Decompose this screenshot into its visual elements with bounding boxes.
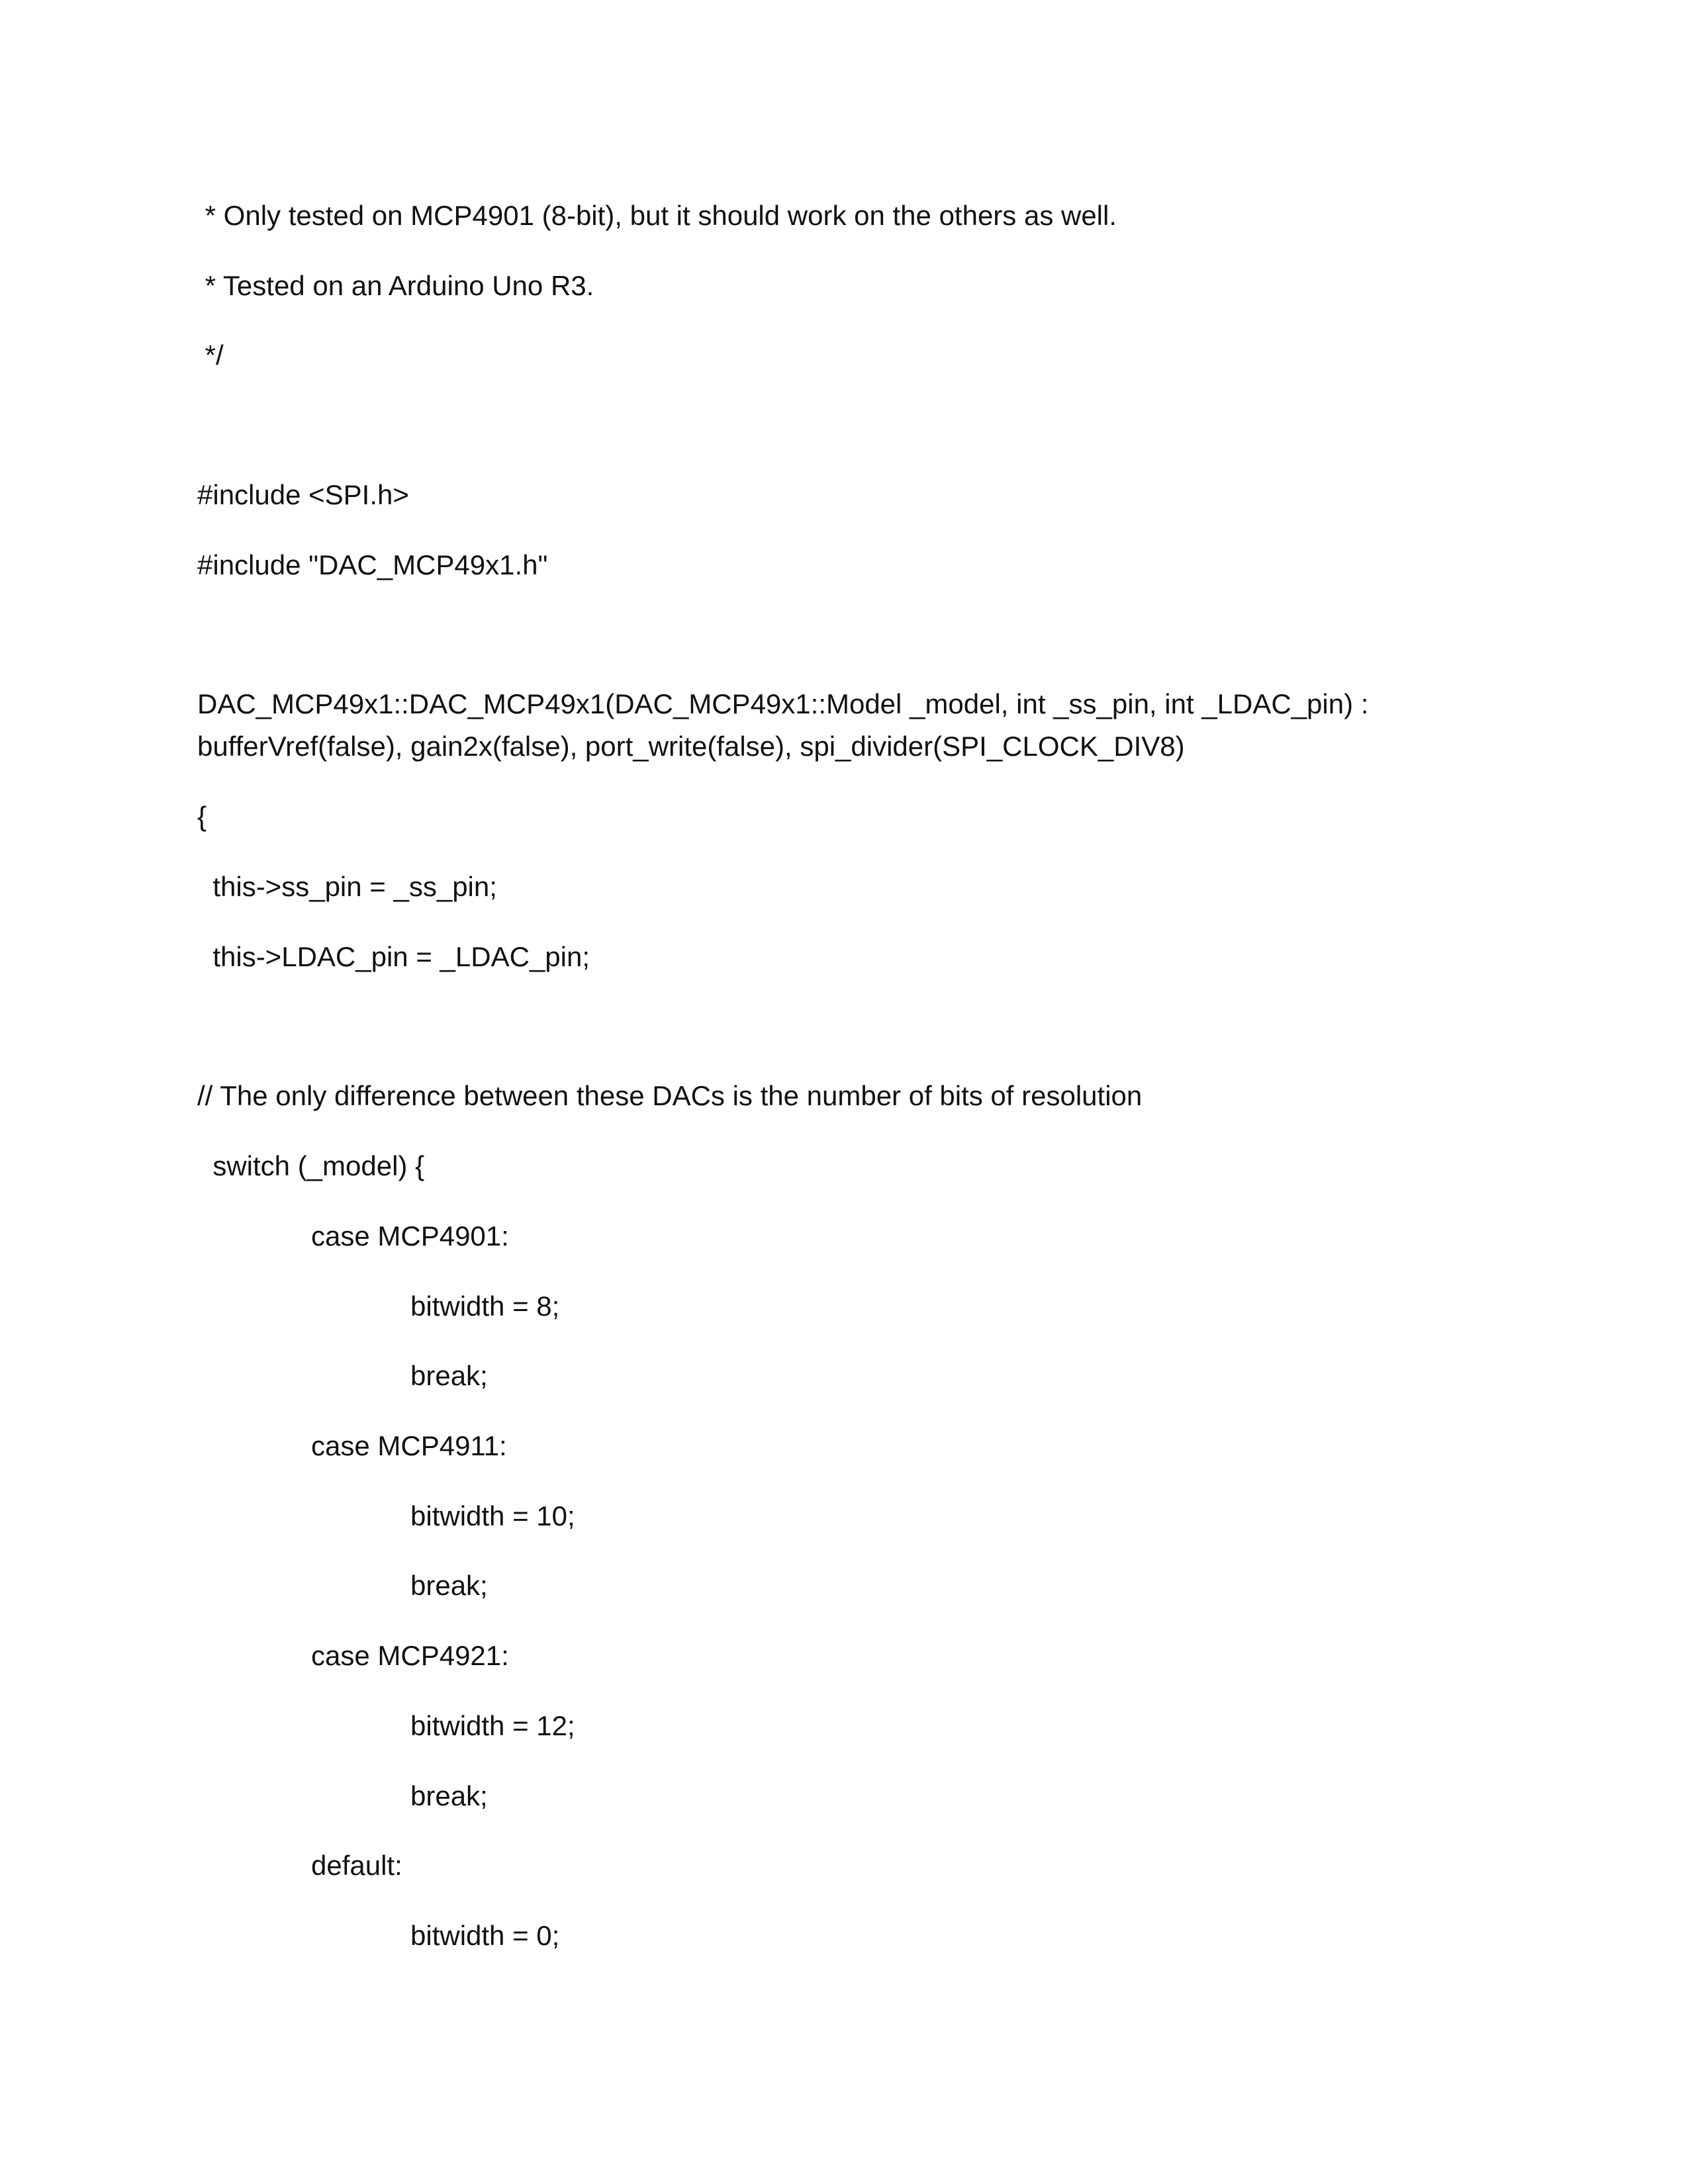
- code-line-19: case MCP4921:: [311, 1640, 509, 1671]
- code-line-16: case MCP4911:: [311, 1430, 507, 1461]
- code-line-4: #include <SPI.h>: [197, 479, 409, 510]
- code-line-20: bitwidth = 12;: [410, 1710, 575, 1741]
- code-line-1: * Only tested on MCP4901 (8-bit), but it should work on the others as well.: [197, 200, 1117, 231]
- code-line-11: // The only difference between these DACs is the number of bits of resolution: [197, 1080, 1143, 1111]
- code-line-9: this->ss_pin = _ss_pin;: [197, 871, 497, 902]
- code-line-2: * Tested on an Arduino Uno R3.: [197, 270, 594, 301]
- code-line-15: break;: [410, 1360, 488, 1391]
- code-line-8: {: [197, 801, 207, 832]
- code-line-23: bitwidth = 0;: [410, 1920, 560, 1951]
- code-line-10: this->LDAC_pin = _LDAC_pin;: [197, 941, 590, 972]
- code-line-21: break;: [410, 1780, 488, 1811]
- code-line-7: bufferVref(false), gain2x(false), port_write(false), spi_divider(SPI_CLOCK_DIV8): [197, 731, 1185, 762]
- code-line-3: */: [197, 340, 224, 371]
- code-line-13: case MCP4901:: [311, 1220, 509, 1251]
- code-line-6: DAC_MCP49x1::DAC_MCP49x1(DAC_MCP49x1::Model _model, int _ss_pin, int _LDAC_pin) :: [197, 688, 1369, 719]
- code-line-22: default:: [311, 1850, 402, 1881]
- code-line-5: #include "DAC_MCP49x1.h": [197, 549, 548, 580]
- code-line-17: bitwidth = 10;: [410, 1500, 575, 1531]
- code-line-18: break;: [410, 1570, 488, 1601]
- code-line-12: switch (_model) {: [197, 1150, 425, 1181]
- code-line-14: bitwidth = 8;: [410, 1291, 560, 1322]
